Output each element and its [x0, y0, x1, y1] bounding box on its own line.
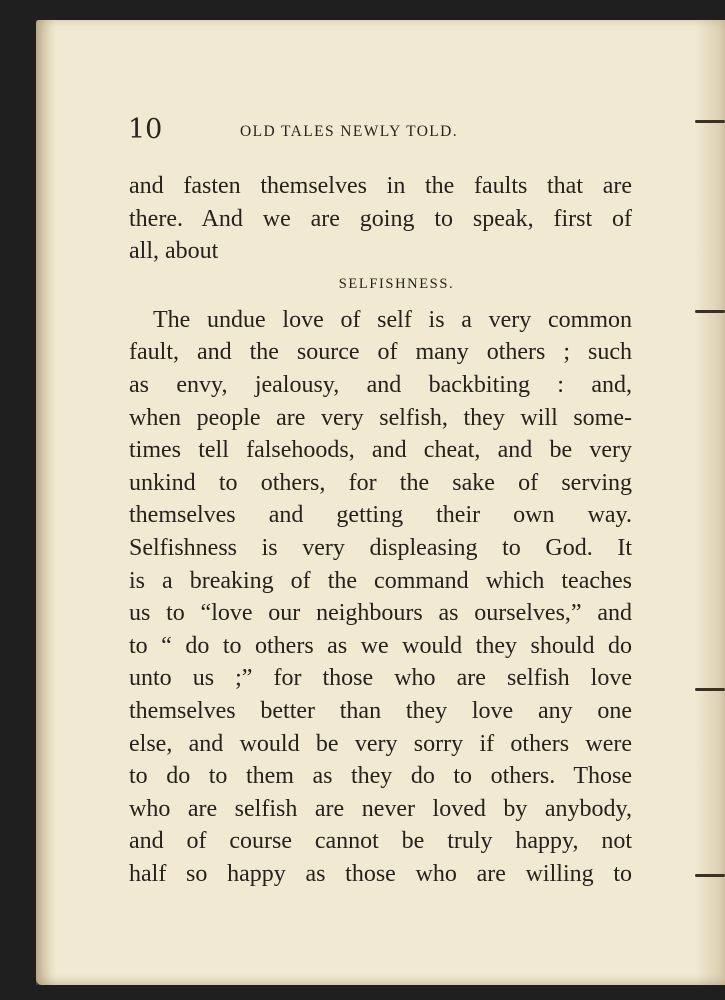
page-number: 10 — [128, 114, 163, 145]
text-line: to “ do to others as we would they should do — [129, 632, 632, 659]
text-line: The undue love of self is a very common — [153, 306, 632, 333]
binding-thread-mark — [695, 688, 725, 691]
text-line: and of course cannot be truly happy, not — [129, 828, 632, 855]
text-line: Selfishness is very displeasing to God. It — [129, 534, 632, 561]
page-header — [128, 112, 633, 148]
text-line: and fasten themselves in the faults that are — [129, 173, 632, 199]
text-line: as envy, jealousy, and backbiting : and, — [129, 371, 632, 398]
text-line: fault, and the source of many others ; such — [129, 339, 632, 366]
text-line: who are selfish are never loved by anybody, — [129, 795, 632, 822]
text-line: us to “love our neighbours as ourselves,” and — [129, 600, 632, 627]
text-line: there. And we are going to speak, first of — [129, 205, 632, 232]
binding-thread-mark — [695, 874, 725, 877]
text-line: unkind to others, for the sake of serving — [129, 469, 632, 496]
text-line: unto us ;” for those who are selfish love — [129, 665, 632, 692]
page-text — [129, 170, 632, 890]
text-line: else, and would be very sorry if others were — [129, 730, 632, 757]
page-edge-shadow — [695, 20, 725, 985]
gutter-shadow — [36, 20, 56, 985]
binding-thread-mark — [695, 120, 725, 123]
text-line: half so happy as those who are willing to — [129, 860, 632, 887]
text-line: themselves and getting their own way. — [129, 502, 632, 529]
text-line: to do to them as they do to others. Those — [129, 763, 632, 790]
section-heading: SELFISHNESS. — [338, 275, 455, 292]
running-title: OLD TALES NEWLY TOLD. — [240, 123, 459, 140]
text-line: themselves better than they love any one — [129, 697, 632, 724]
text-line: all, about — [129, 238, 219, 265]
binding-thread-mark — [695, 310, 725, 313]
text-line: is a breaking of the command which teaches — [129, 567, 632, 594]
text-line: times tell falsehoods, and cheat, and be very — [129, 437, 632, 464]
text-line: when people are very selfish, they will some- — [129, 404, 632, 431]
